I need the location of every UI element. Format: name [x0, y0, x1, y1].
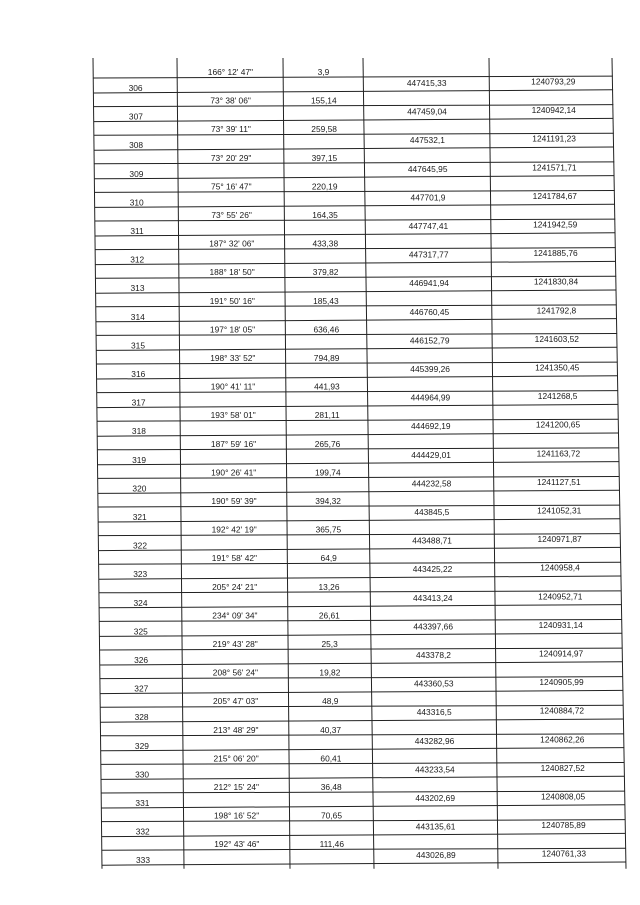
column-rule-1 [177, 58, 184, 869]
point-number: 323 [133, 569, 148, 580]
point-number: 332 [135, 826, 150, 837]
coordinate-y: 1240808,05 [540, 791, 586, 802]
coordinate-y: 1241200,65 [535, 419, 581, 430]
coordinate-y: 1240971,87 [537, 534, 582, 545]
segment-length: 70,65 [321, 810, 342, 821]
segment-length: 265,76 [314, 438, 341, 449]
row-rule-lower [98, 490, 620, 493]
row-rule-lower [96, 319, 617, 322]
point-number: 312 [130, 254, 145, 265]
row-rule-lower [99, 576, 621, 579]
row-rule-lower [102, 833, 626, 836]
point-number: 320 [132, 483, 147, 494]
segment-length: 26,61 [318, 610, 340, 621]
point-number: 313 [130, 283, 145, 294]
segment-length: 48,9 [322, 696, 339, 707]
row-rule-lower [94, 147, 614, 150]
coordinate-x: 447459,04 [407, 106, 447, 117]
segment-length: 397,15 [311, 152, 338, 163]
segment-length: 164,35 [312, 210, 338, 220]
direction-angle: 187° 59' 16" [210, 438, 257, 449]
direction-angle: 219° 43' 28" [212, 639, 258, 649]
coordinate-y: 1240914,97 [538, 648, 584, 659]
table-grid [93, 58, 626, 869]
direction-angle: 198° 16' 52" [214, 810, 260, 821]
direction-angle: 190° 26' 41" [211, 467, 257, 478]
column-rule-4 [489, 58, 498, 869]
direction-angle: 73° 39' 11" [210, 124, 251, 135]
coordinate-y: 1240862,26 [540, 734, 585, 745]
coordinate-x: 447317,77 [408, 249, 449, 260]
coordinate-x: 443397,66 [413, 621, 453, 632]
row-rule-lower [97, 433, 618, 436]
direction-angle: 191° 58' 42" [211, 553, 257, 564]
coordinate-x: 443413,24 [413, 592, 453, 603]
row-rule-lower [99, 605, 621, 608]
segment-length: 441,93 [314, 381, 340, 392]
direction-angle: 73° 38' 06" [210, 95, 251, 106]
row-rule-lower [97, 376, 618, 379]
row-rule-lower [96, 290, 617, 293]
row-rule-lower [102, 862, 626, 865]
coordinate-y: 1240942,14 [531, 105, 576, 116]
segment-length: 60,41 [320, 753, 342, 764]
row-rule-lower [98, 462, 620, 465]
point-number: 328 [134, 712, 149, 723]
row-rule-lower [95, 204, 615, 207]
coordinate-x: 443202,69 [415, 793, 455, 803]
coordinate-x: 443282,96 [414, 735, 455, 746]
coordinate-y: 1240884,72 [539, 705, 585, 716]
coordinate-x: 447415,33 [406, 78, 447, 88]
segment-length: 19,82 [319, 667, 341, 678]
point-number: 308 [129, 140, 144, 151]
point-number: 330 [135, 769, 150, 780]
table-cells [129, 67, 587, 865]
row-rule-lower [100, 719, 623, 722]
row-rule-lower [96, 261, 616, 264]
point-number: 309 [129, 168, 144, 179]
point-number: 307 [128, 111, 143, 122]
point-number: 314 [130, 311, 145, 322]
segment-length: 40,37 [320, 724, 342, 735]
direction-angle: 191° 50' 16" [209, 295, 255, 306]
segment-length: 281,11 [314, 410, 340, 421]
row-rule-lower [98, 519, 620, 522]
row-rule-lower [101, 748, 624, 751]
row-rule-lower [95, 176, 615, 179]
coordinate-x: 445399,26 [410, 364, 450, 374]
point-number: 310 [129, 197, 144, 208]
direction-angle: 198° 33' 52" [210, 353, 256, 363]
coordinate-x: 447532,1 [409, 135, 445, 146]
point-number: 321 [132, 512, 147, 522]
coordinate-y: 1241830,84 [533, 276, 579, 287]
segment-length: 199,74 [314, 467, 341, 478]
segment-length: 394,32 [315, 496, 341, 506]
point-number: 306 [128, 83, 143, 93]
point-number: 327 [134, 683, 149, 694]
coordinate-y: 1241163,72 [536, 448, 581, 459]
direction-angle: 193° 58' 01" [210, 410, 256, 421]
segment-length: 433,38 [312, 238, 339, 249]
coordinate-y: 1241127,51 [536, 476, 581, 487]
point-number: 316 [131, 369, 146, 379]
direction-angle: 190° 59' 39" [211, 496, 257, 506]
coordinate-y: 1240785,89 [541, 820, 586, 831]
segment-length: 220,19 [311, 181, 338, 192]
row-rule-lower [100, 690, 623, 693]
direction-angle: 188° 18' 50" [209, 267, 255, 278]
direction-angle: 187° 32' 06" [209, 238, 255, 249]
coordinate-x: 443316,5 [416, 707, 452, 718]
coordinate-y: 1240827,52 [540, 762, 585, 773]
point-number: 324 [133, 597, 148, 608]
coordinate-y: 1240905,99 [539, 677, 584, 688]
direction-angle: 213° 48' 29" [213, 724, 259, 735]
coordinate-x: 443845,5 [414, 507, 450, 517]
point-number: 315 [131, 340, 145, 351]
direction-angle: 234° 09' 34" [212, 610, 258, 621]
point-number: 318 [131, 426, 146, 437]
row-rule-lower [96, 347, 617, 350]
coordinate-x: 444964,99 [410, 392, 451, 403]
row-rule-lower [100, 662, 623, 665]
coordinate-y: 1241942,59 [533, 219, 578, 230]
direction-angle: 192° 43' 46" [214, 839, 260, 850]
coordinate-y: 1240931,14 [538, 619, 583, 630]
segment-length: 155,14 [310, 95, 337, 106]
row-rule-lower [100, 633, 623, 636]
segment-length: 3,9 [317, 67, 330, 77]
point-number: 325 [133, 626, 148, 637]
row-rule-lower [101, 805, 625, 808]
segment-length: 111,46 [319, 839, 344, 850]
point-number: 326 [134, 655, 149, 665]
segment-length: 64,9 [320, 553, 337, 564]
coordinate-x: 443135,61 [415, 821, 456, 832]
coordinate-x: 443488,71 [412, 535, 452, 546]
segment-length: 794,89 [313, 353, 340, 363]
coordinate-x: 447701,9 [410, 192, 446, 203]
direction-angle: 205° 24' 21" [212, 581, 258, 592]
coordinate-y: 1241784,67 [532, 190, 577, 201]
coordinate-y: 1241268,5 [537, 391, 578, 402]
row-rule-lower [101, 776, 624, 779]
segment-length: 636,46 [313, 324, 340, 335]
point-number: 322 [133, 540, 147, 551]
direction-angle: 166° 12' 47" [207, 67, 253, 77]
coordinate-x: 444232,58 [411, 478, 452, 489]
direction-angle: 73° 55' 26" [211, 210, 252, 220]
coordinate-y: 1241350,45 [535, 362, 580, 373]
coordinate-y: 1241603,52 [534, 333, 579, 344]
direction-angle: 208° 56' 24" [212, 667, 258, 678]
coordinate-x: 447747,41 [408, 221, 449, 231]
coordinate-x: 444429,01 [411, 449, 451, 460]
coordinate-x: 443360,53 [414, 678, 454, 689]
coordinate-y: 1241052,31 [537, 505, 582, 516]
direction-angle: 197° 18' 05" [209, 324, 256, 335]
row-rule-lower [94, 90, 613, 93]
direction-angle: 190° 41' 11" [210, 381, 256, 392]
coordinate-y: 1240952,71 [538, 591, 583, 602]
coordinate-y: 1240958,4 [540, 562, 580, 573]
row-rule-lower [97, 404, 618, 407]
direction-angle: 205° 47' 03" [213, 696, 259, 707]
coordinate-x: 444692,19 [411, 421, 451, 432]
direction-angle: 73° 20' 29" [210, 152, 252, 163]
coordinate-x: 447645,95 [407, 163, 448, 174]
segment-length: 36,48 [320, 782, 342, 792]
coordinate-y: 1241885,76 [533, 248, 578, 259]
point-number: 317 [131, 397, 146, 408]
coordinate-y: 1240761,33 [541, 848, 587, 859]
point-number: 311 [130, 226, 144, 236]
coordinate-x: 443026,89 [416, 850, 456, 861]
direction-angle: 215° 06' 20" [213, 753, 259, 764]
row-rule-lower [99, 547, 621, 550]
row-rule-lower [94, 118, 614, 121]
coordinate-y: 1241571,71 [532, 162, 577, 173]
segment-length: 185,43 [313, 295, 339, 306]
direction-angle: 192° 42' 19" [211, 524, 257, 535]
coordinate-y: 1240793,29 [531, 76, 576, 87]
row-rule-lower [95, 233, 615, 236]
direction-angle: 75° 16' 47" [211, 181, 252, 192]
coordinate-y: 1241191,23 [532, 133, 576, 144]
segment-length: 25,3 [321, 639, 338, 649]
segment-length: 13,26 [318, 581, 340, 592]
coordinate-x: 443425,22 [412, 564, 453, 575]
point-number: 319 [132, 454, 147, 465]
coordinate-x: 446152,79 [409, 335, 450, 346]
coordinate-x: 443378,2 [416, 650, 451, 660]
segment-length: 365,75 [315, 524, 342, 535]
coordinate-x: 446760,45 [409, 306, 450, 317]
column-rule-0 [93, 58, 102, 869]
coordinate-x: 443233,54 [415, 764, 455, 775]
direction-angle: 212° 15' 24" [213, 782, 259, 792]
segment-length: 259,58 [311, 124, 337, 135]
coordinate-y: 1241792,8 [536, 305, 577, 316]
coordinate-x: 446941,94 [409, 278, 449, 289]
segment-length: 379,82 [312, 267, 339, 278]
point-number: 329 [134, 740, 149, 751]
point-number: 333 [136, 855, 150, 866]
point-number: 331 [135, 798, 150, 808]
